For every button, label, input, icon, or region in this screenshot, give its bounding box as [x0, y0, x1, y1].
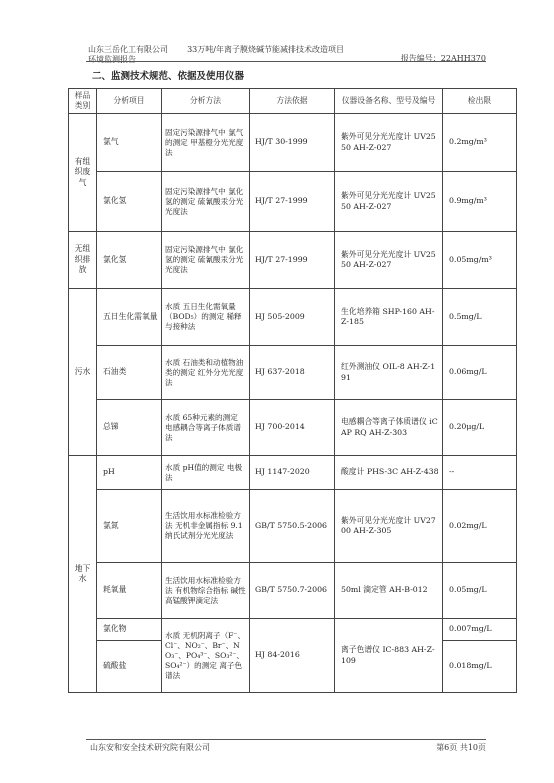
instrument: 电感耦合等离子体质谱仪 iCAP RQ AH-Z-303: [335, 400, 443, 456]
analysis-method: 生活饮用水标准检验方法 有机物综合指标 碱性高锰酸钾滴定法: [162, 563, 250, 619]
analysis-item: 耗氧量: [97, 563, 162, 619]
category-wastewater: 污水: [69, 289, 97, 456]
method-basis: HJ 1147-2020: [250, 456, 335, 490]
header-divider: [86, 61, 486, 62]
instrument: 生化培养箱 SHP-160 AH-Z-185: [335, 289, 443, 346]
analysis-item: 氯化物: [97, 619, 162, 641]
analysis-item: 总锑: [97, 400, 162, 456]
analysis-method: 水质 65种元素的测定 电感耦合等离子体质谱法: [162, 400, 250, 456]
instrument: 酸度计 PHS-3C AH-Z-438: [335, 456, 443, 490]
col-header-method: 分析方法: [162, 89, 250, 114]
detection-limit: 0.5mg/L: [443, 289, 517, 346]
project-name: 33万吨/年离子膜烧碱节能减排技术改造项目: [187, 45, 344, 54]
footer-divider: [86, 739, 486, 740]
col-header-limit: 检出限: [443, 89, 517, 114]
instrument: 离子色谱仪 IC-883 AH-Z-109: [335, 619, 443, 693]
analysis-item: 氯氮: [97, 490, 162, 563]
footer-organization: 山东安和安全技术研究院有限公司: [90, 743, 210, 752]
analysis-item: 氯化氢: [97, 172, 162, 232]
detection-limit: 0.05mg/m³: [443, 232, 517, 289]
detection-limit: --: [443, 456, 517, 490]
detection-limit: 0.9mg/m³: [443, 172, 517, 232]
category-groundwater: 地下水: [69, 456, 97, 693]
report-type: 环境监测报告: [88, 55, 136, 64]
instrument: 紫外可见分光光度计 UV2550 AH-Z-027: [335, 232, 443, 289]
analysis-method: 水质 石油类和动植物油类的测定 红外分光光度法: [162, 346, 250, 400]
monitoring-table: [68, 88, 517, 693]
category-unorganized: 无组织排放: [69, 232, 97, 289]
method-basis: HJ/T 30-1999: [250, 114, 335, 172]
analysis-method: 水质 无机阴离子（F⁻、Cl⁻、NO₂⁻、Br⁻、NO₃⁻、PO₄³⁻、SO₃²⁻、SO₄²⁻）的测定 离子色谱法: [162, 619, 250, 693]
analysis-method: 水质 pH值的测定 电极法: [162, 456, 250, 490]
analysis-item: 五日生化需氧量: [97, 289, 162, 346]
table-row: [69, 114, 517, 172]
analysis-method: 固定污染源排气中 氯化氢的测定 硫氰酸汞分光光度法: [162, 232, 250, 289]
detection-limit: 0.20μg/L: [443, 400, 517, 456]
instrument: 50ml 滴定管 AH-B-012: [335, 563, 443, 619]
detection-limit: 0.2mg/m³: [443, 114, 517, 172]
method-basis: HJ 637-2018: [250, 346, 335, 400]
col-header-instrument: 仪器设备名称、型号及编号: [335, 89, 443, 114]
method-basis: HJ 84-2016: [250, 619, 335, 693]
table-row: [69, 172, 517, 232]
method-basis: HJ 505-2009: [250, 289, 335, 346]
page-number: 第6页 共10页: [436, 743, 486, 752]
method-basis: HJ 700-2014: [250, 400, 335, 456]
col-header-basis: 方法依据: [250, 89, 335, 114]
table-row: [69, 232, 517, 289]
method-basis: GB/T 5750.7-2006: [250, 563, 335, 619]
analysis-item: 氯化氢: [97, 232, 162, 289]
analysis-method: 固定污染源排气中 氯化氢的测定 硫氰酸汞分光光度法: [162, 172, 250, 232]
table-row: [69, 400, 517, 456]
analysis-item: 氯气: [97, 114, 162, 172]
table-row: [69, 619, 517, 641]
table-row: [69, 346, 517, 400]
section-title: 二、监测技术规范、依据及使用仪器: [92, 71, 245, 82]
analysis-item: 硫酸盐: [97, 641, 162, 693]
method-basis: GB/T 5750.5-2006: [250, 490, 335, 563]
report-number: 报告编号：22AHH370: [400, 54, 486, 63]
instrument: 红外测油仪 OIL-8 AH-Z-191: [335, 346, 443, 400]
col-header-item: 分析项目: [97, 89, 162, 114]
detection-limit: 0.06mg/L: [443, 346, 517, 400]
instrument: 紫外可见分光光度计 UV2550 AH-Z-027: [335, 172, 443, 232]
analysis-method: 水质 五日生化需氧量（BOD₅）的测定 稀释与接种法: [162, 289, 250, 346]
method-basis: HJ/T 27-1999: [250, 232, 335, 289]
analysis-item: pH: [97, 456, 162, 490]
analysis-item: 石油类: [97, 346, 162, 400]
table-row: [69, 456, 517, 490]
detection-limit: 0.05mg/L: [443, 563, 517, 619]
analysis-method: 生活饮用水标准检验方法 无机非金属指标 9.1 纳氏试剂分光光度法: [162, 490, 250, 563]
detection-limit: 0.018mg/L: [443, 641, 517, 693]
analysis-method: 固定污染源排气中 氯气的测定 甲基橙分光光度法: [162, 114, 250, 172]
category-organized-gas: 有组织废气: [69, 114, 97, 232]
detection-limit: 0.02mg/L: [443, 490, 517, 563]
company-name: 山东三岳化工有限公司: [88, 45, 168, 54]
instrument: 紫外可见分光光度计 UV2700 AH-Z-305: [335, 490, 443, 563]
table-row: [69, 490, 517, 563]
method-basis: HJ/T 27-1999: [250, 172, 335, 232]
table-row: [69, 289, 517, 346]
detection-limit: 0.007mg/L: [443, 619, 517, 641]
table-header-row: [69, 89, 517, 114]
table-row: [69, 563, 517, 619]
col-header-category: 样品类别: [69, 89, 97, 114]
instrument: 紫外可见分光光度计 UV2550 AH-Z-027: [335, 114, 443, 172]
